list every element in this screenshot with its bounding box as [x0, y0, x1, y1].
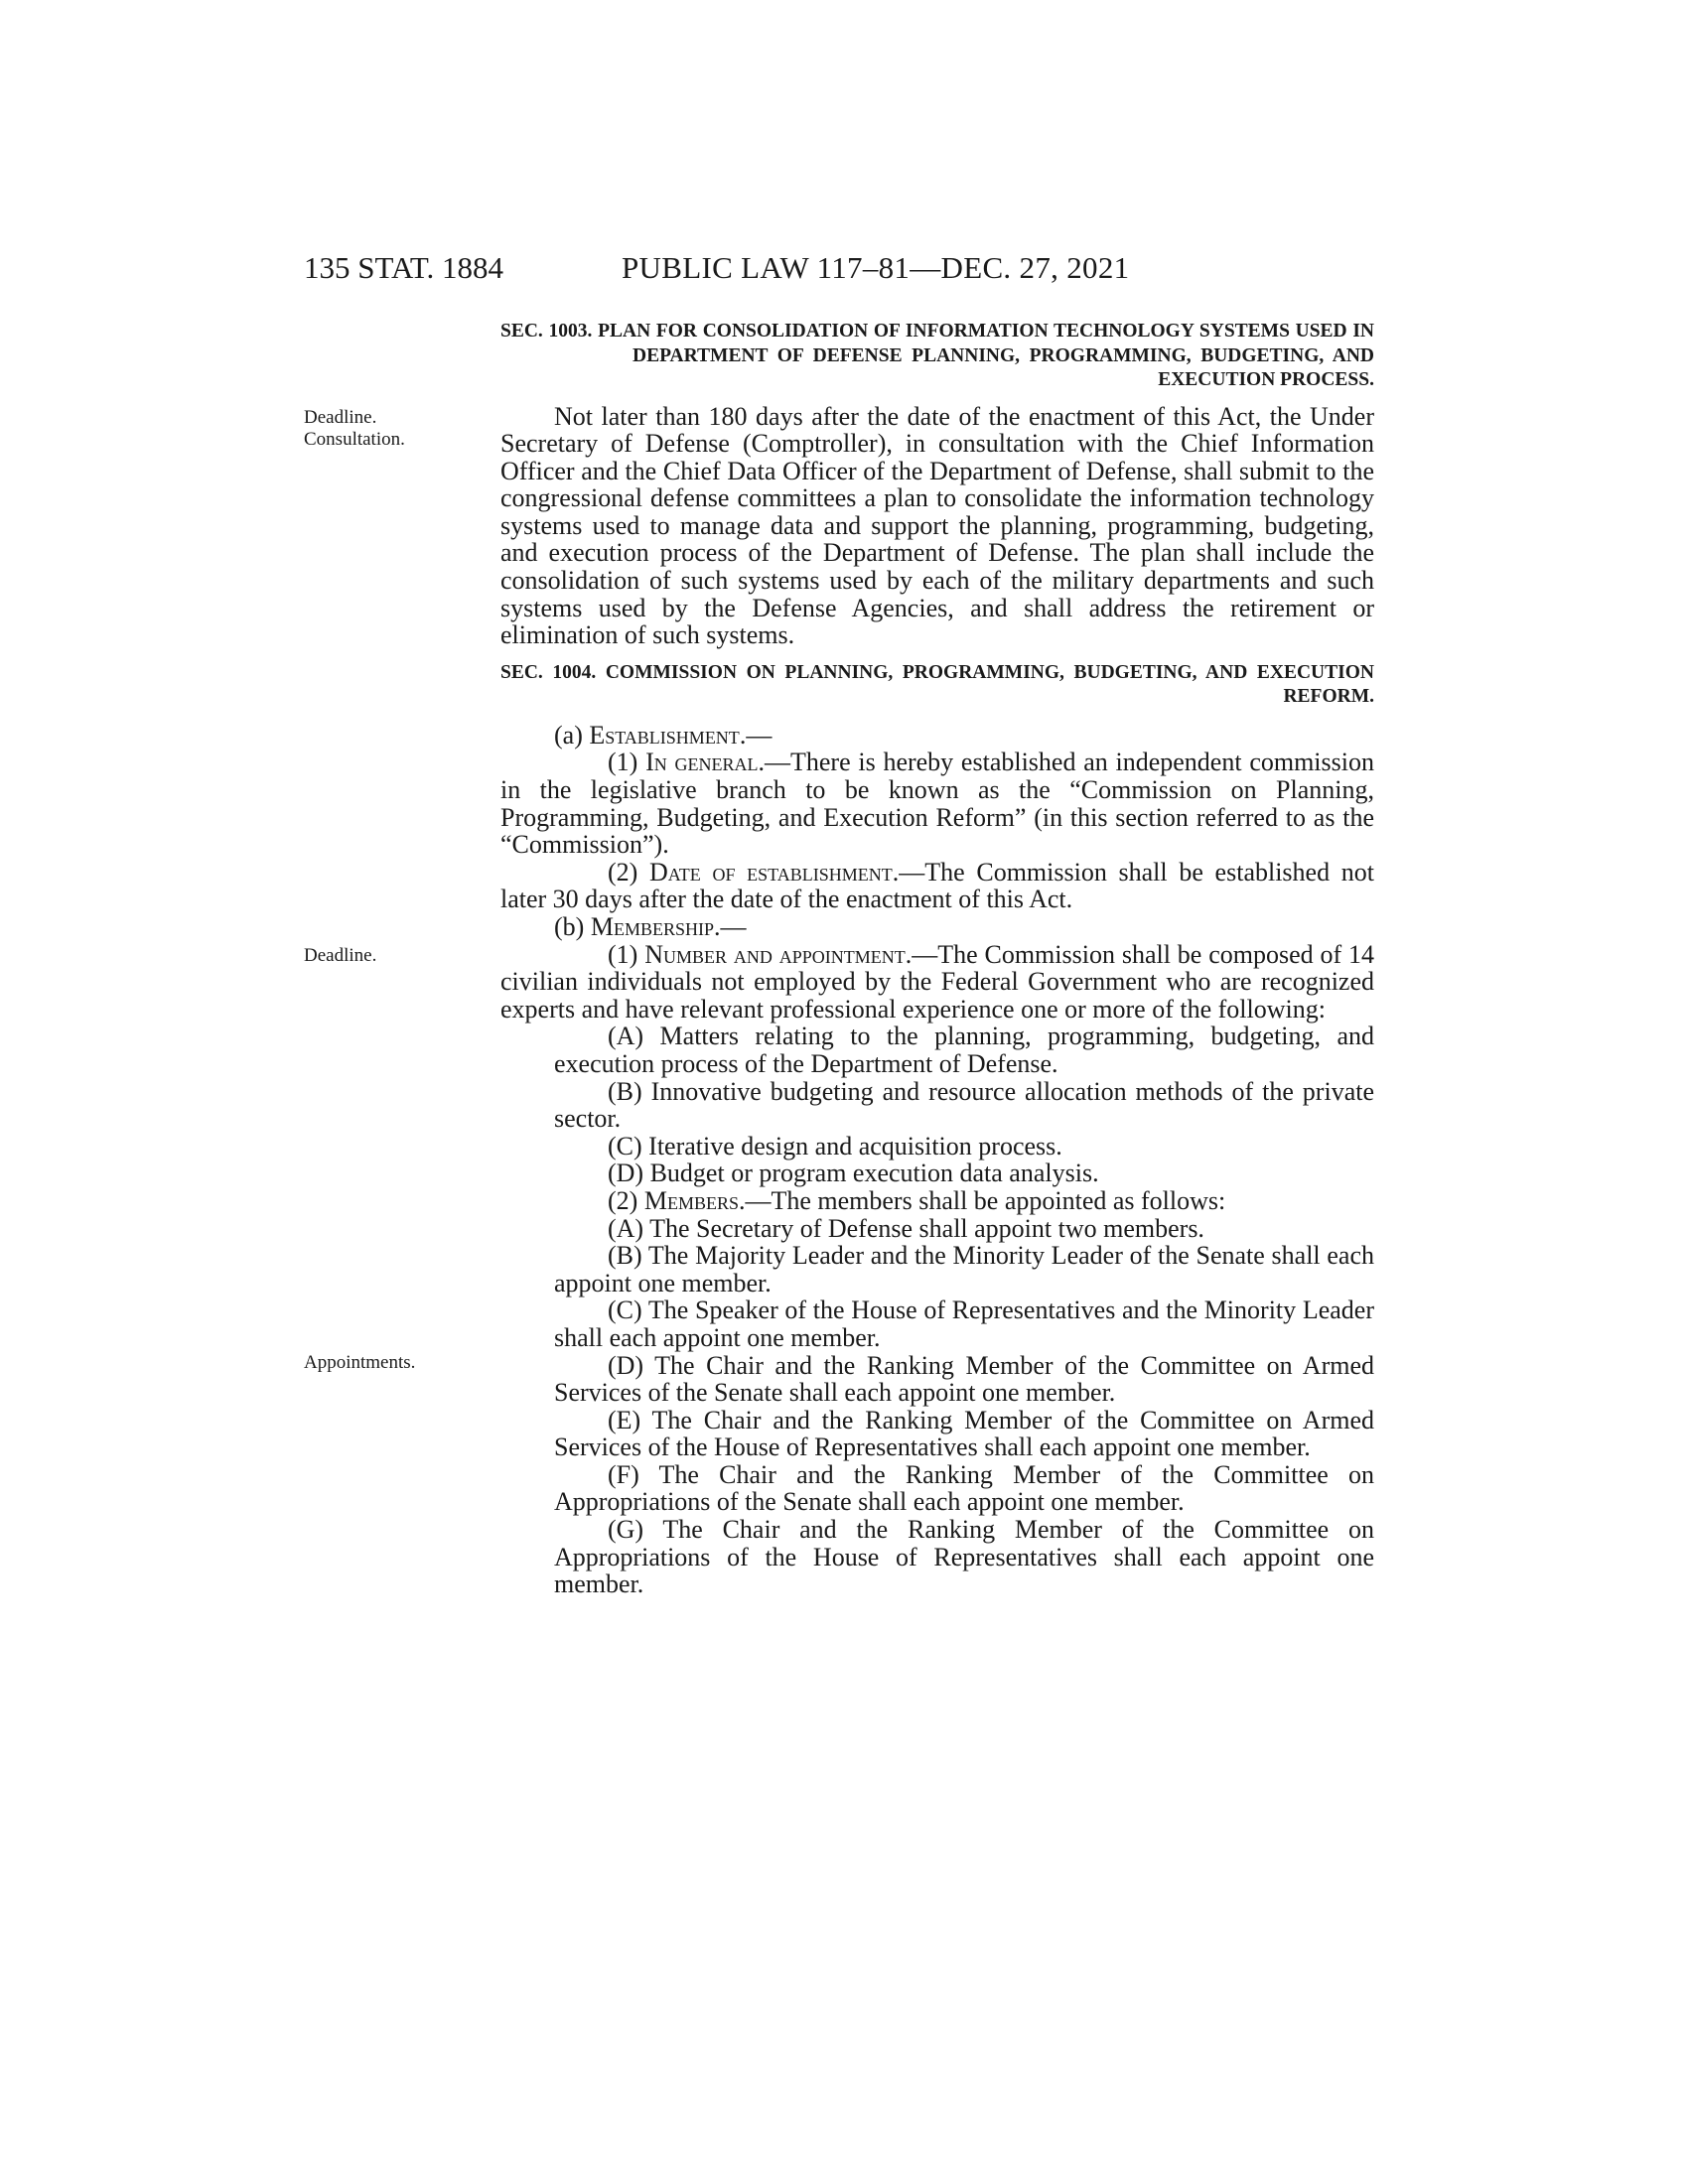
- subsection-b-title: Membership: [590, 912, 714, 941]
- paragraph-b2-title: Members: [643, 1185, 739, 1215]
- paragraph-a1: [500, 749, 1374, 858]
- paragraph-a2: [500, 859, 1374, 913]
- public-law-citation: PUBLIC LAW 117–81—DEC. 27, 2021: [622, 250, 1130, 285]
- margin-note-deadline-consultation: [304, 407, 405, 451]
- main-text-column: [500, 320, 1374, 1598]
- paragraph-a1-text: .—There is hereby established an independent commission in the legislative branch to be known as the “Commission on Planning, Programming, Budgeting, and Execution Reform” (in this section referred to as the “Commission”).: [500, 748, 1374, 860]
- section-1004-heading: SEC. 1004. COMMISSION ON PLANNING, PROGRAMMING, BUDGETING, AND EXECUTION REFORM.: [500, 661, 1374, 708]
- subparagraph-b2-e: (E) The Chair and the Ranking Member of the Committee on Armed Services of the House of Representatives shall each appoint one member.: [554, 1405, 1374, 1462]
- subparagraph-b2-a: (A) The Secretary of Defense shall appoint two members.: [608, 1213, 1204, 1243]
- subparagraph-b2-d: (D) The Chair and the Ranking Member of the Committee on Armed Services of the Senate shall each appoint one member.: [554, 1350, 1374, 1408]
- subparagraph-b2-b: (B) The Majority Leader and the Minority Leader of the Senate shall each appoint one member.: [554, 1241, 1374, 1297]
- margin-note-appointments: Appointments.: [304, 1352, 416, 1373]
- paragraph-a2-label: (2): [608, 857, 650, 887]
- paragraph-a2-text: .—The Commission shall be established not later 30 days after the date of the enactment of this Act.: [500, 857, 1374, 914]
- subsection-b-dash: .—: [713, 912, 747, 941]
- paragraph-b1-title: Number and appointment: [644, 939, 906, 969]
- subsection-a-dash: .—: [739, 720, 773, 750]
- subsection-b-heading: [500, 913, 1374, 941]
- subsection-a-heading: [500, 722, 1374, 750]
- paragraph-b1: [500, 941, 1374, 1024]
- paragraph-b2-label: (2): [608, 1185, 644, 1215]
- paragraph-b1-text: .—The Commission shall be composed of 14 civilian individuals not employed by the Federal Government who are recognized experts and have relevant professional experience one or more of the following:: [500, 939, 1374, 1024]
- subparagraph-b1-d: (D) Budget or program execution data analysis.: [608, 1159, 1099, 1188]
- subsection-a-title: Establishment: [589, 720, 740, 750]
- paragraph-b2-text: .—The members shall be appointed as follows:: [738, 1185, 1226, 1215]
- margin-note-deadline-2: Deadline.: [304, 945, 377, 966]
- margin-note-deadline: Deadline.: [304, 407, 377, 428]
- margin-note-consultation: Consultation.: [304, 429, 405, 450]
- subsection-b-label: (b): [554, 912, 591, 941]
- subparagraph-b1-b: (B) Innovative budgeting and resource allocation methods of the private sector.: [554, 1076, 1374, 1134]
- paragraph-a1-title: In general: [645, 748, 759, 777]
- paragraph-b1-label: (1): [608, 939, 645, 969]
- subparagraph-b1-c: (C) Iterative design and acquisition process.: [608, 1131, 1062, 1160]
- subparagraph-b1-a: (A) Matters relating to the planning, programming, budgeting, and execution process of the Department of Defense.: [554, 1022, 1374, 1078]
- subsection-a-label: (a): [554, 720, 590, 750]
- section-1003-body: Not later than 180 days after the date of the enactment of this Act, the Under Secretary of Defense (Comptroller), in consultation with the Chief Information Officer and the Chief Data Officer of the Department of Defense, shall submit to the congressional defense committees a plan to consolidate the information technology systems used to manage data and support the planning, programming, budgeting, and execution process of the Department of Defense. The plan shall include the consolidation of such systems used by each of the military departments and such systems used by the Defense Agencies, and shall address the retirement or elimination of such systems.: [500, 401, 1374, 650]
- subparagraph-b2-c: (C) The Speaker of the House of Representatives and the Minority Leader shall each appoint one member.: [554, 1296, 1374, 1352]
- section-1003-heading: SEC. 1003. PLAN FOR CONSOLIDATION OF INFORMATION TECHNOLOGY SYSTEMS USED IN DEPARTMENT OF DEFENSE PLANNING, PROGRAMMING, BUDGETING, AND EXECUTION PROCESS.: [500, 321, 1374, 390]
- paragraph-a1-label: (1): [608, 748, 646, 777]
- subparagraph-b2-g: (G) The Chair and the Ranking Member of the Committee on Appropriations of the House of Representatives shall each appoint one member.: [554, 1515, 1374, 1599]
- paragraph-b2: [500, 1187, 1374, 1215]
- page-header: [304, 250, 1376, 290]
- subparagraph-b2-f: (F) The Chair and the Ranking Member of the Committee on Appropriations of the Senate shall each appoint one member.: [554, 1459, 1374, 1517]
- paragraph-a2-title: Date of establishment: [649, 857, 893, 887]
- stat-citation: 135 STAT. 1884: [304, 250, 504, 285]
